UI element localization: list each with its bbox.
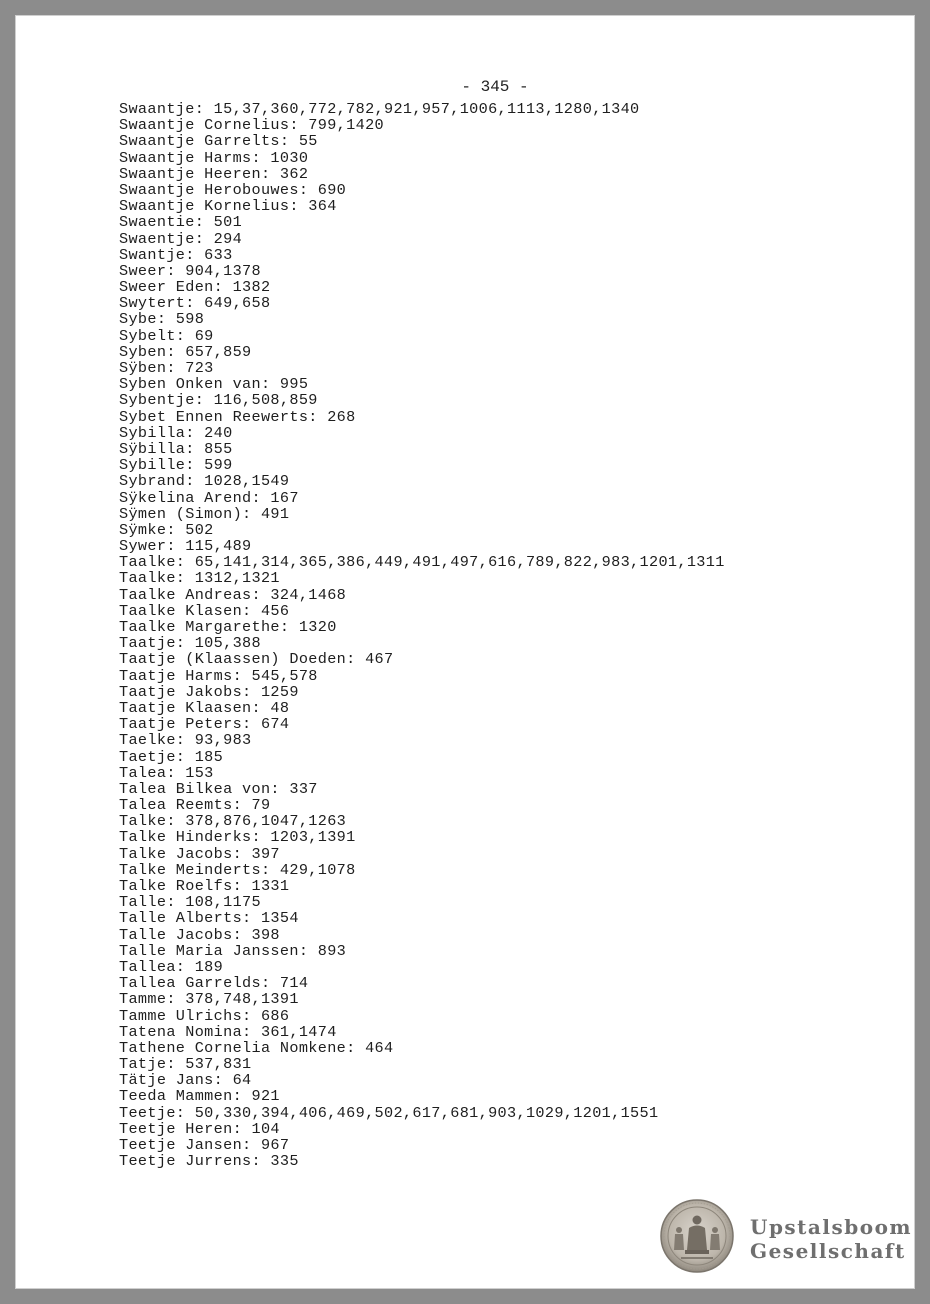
index-entry: Talle Jacobs: 398	[119, 925, 280, 944]
index-entry: Sÿmke: 502	[119, 520, 214, 539]
index-entry: Tätje Jans: 64	[119, 1071, 252, 1090]
index-entry: Taatje Peters: 674	[119, 715, 290, 734]
index-entry: Taelke: 93,983	[119, 731, 252, 750]
index-entry: Talea Reemts: 79	[119, 796, 271, 815]
index-entry: Talle: 108,1175	[119, 893, 261, 912]
index-entry: Swaantje Cornelius: 799,1420	[119, 116, 384, 135]
index-entry: Swaantje Herobouwes: 690	[119, 180, 347, 199]
index-entry: Syben Onken van: 995	[119, 375, 309, 394]
index-entry: Sÿben: 723	[119, 359, 214, 377]
index-entry: Teeda Mammen: 921	[119, 1087, 280, 1106]
index-entry: Sÿkelina Arend: 167	[119, 488, 299, 507]
index-entry: Teetje: 50,330,394,406,469,502,617,681,903,1029,1201,1551	[119, 1103, 659, 1122]
index-entry: Taalke: 65,141,314,365,386,449,491,497,616,789,822,983,1201,1311	[119, 553, 725, 572]
index-entry: Syben: 657,859	[119, 342, 252, 361]
index-entry: Sywer: 115,489	[119, 537, 252, 556]
society-logo-text	[750, 1215, 912, 1263]
index-entry: Talke Meinderts: 429,1078	[119, 860, 356, 879]
index-entry: Sweer: 904,1378	[119, 261, 261, 280]
index-entry: Swaentie: 501	[119, 213, 243, 232]
index-entry: Swaantje Garrelts: 55	[119, 132, 318, 151]
index-entry: Teetje Heren: 104	[119, 1119, 280, 1138]
index-entry: Sybelt: 69	[119, 326, 214, 345]
index-entry: Sybilla: 240	[119, 423, 233, 442]
index-entry: Taetje: 185	[119, 747, 224, 766]
index-entry: Talke Hinderks: 1203,1391	[119, 828, 356, 847]
index-entry: Talke: 378,876,1047,1263	[119, 812, 347, 831]
society-seal-icon	[659, 1198, 735, 1274]
index-entry: Tamme: 378,748,1391	[119, 990, 299, 1009]
name-index-list	[119, 101, 725, 1169]
index-entry: Tathene Cornelia Nomkene: 464	[119, 1038, 394, 1057]
index-entry: Talle Maria Janssen: 893	[119, 941, 347, 960]
index-entry: Tatje: 537,831	[119, 1055, 252, 1074]
index-entry: Sybrand: 1028,1549	[119, 472, 290, 491]
index-entry: Taalke: 1312,1321	[119, 569, 280, 588]
index-entry: Taatje Klaasen: 48	[119, 698, 290, 717]
index-entry: Teetje Jansen: 967	[119, 1136, 290, 1154]
index-entry: Swytert: 649,658	[119, 294, 271, 313]
logo-line-2: Gesellschaft	[750, 1239, 906, 1263]
index-entry: Sybentje: 116,508,859	[119, 391, 318, 410]
index-entry: Taalke Klasen: 456	[119, 601, 290, 620]
index-entry: Tamme Ulrichs: 686	[119, 1006, 290, 1025]
index-entry: Taatje: 105,388	[119, 634, 261, 653]
page-number: - 345 -	[461, 78, 529, 96]
index-entry: Talea Bilkea von: 337	[119, 779, 318, 798]
index-entry: Teetje Jurrens: 335	[119, 1152, 299, 1171]
index-entry: Talke Jacobs: 397	[119, 844, 280, 863]
index-entry: Taatje Jakobs: 1259	[119, 682, 299, 701]
index-entry: Swaantje: 15,37,360,772,782,921,957,1006,1113,1280,1340	[119, 100, 640, 118]
index-entry: Tallea Garrelds: 714	[119, 974, 309, 993]
index-entry: Swantje: 633	[119, 245, 233, 264]
index-entry: Swaantje Kornelius: 364	[119, 197, 337, 216]
index-entry: Tatena Nomina: 361,1474	[119, 1022, 337, 1041]
index-entry: Sybe: 598	[119, 310, 205, 329]
index-entry: Swaantje Harms: 1030	[119, 148, 309, 167]
index-entry: Sÿbilla: 855	[119, 439, 233, 458]
index-entry: Taatje Harms: 545,578	[119, 666, 318, 685]
index-entry: Talle Alberts: 1354	[119, 909, 299, 928]
document-page	[15, 15, 915, 1289]
index-entry: Swaantje Heeren: 362	[119, 164, 309, 183]
index-entry: Taalke Margarethe: 1320	[119, 618, 337, 636]
index-entry: Taatje (Klaassen) Doeden: 467	[119, 650, 394, 669]
index-entry: Swaentje: 294	[119, 229, 243, 248]
index-entry: Taalke Andreas: 324,1468	[119, 585, 347, 604]
index-entry: Sweer Eden: 1382	[119, 278, 271, 297]
index-entry: Talke Roelfs: 1331	[119, 877, 290, 895]
logo-line-1: Upstalsboom	[750, 1215, 913, 1239]
index-entry: Tallea: 189	[119, 957, 224, 976]
index-entry: Sybet Ennen Reewerts: 268	[119, 407, 356, 426]
index-entry: Sybille: 599	[119, 456, 233, 475]
index-entry: Talea: 153	[119, 763, 214, 782]
index-entry: Sÿmen (Simon): 491	[119, 504, 290, 523]
